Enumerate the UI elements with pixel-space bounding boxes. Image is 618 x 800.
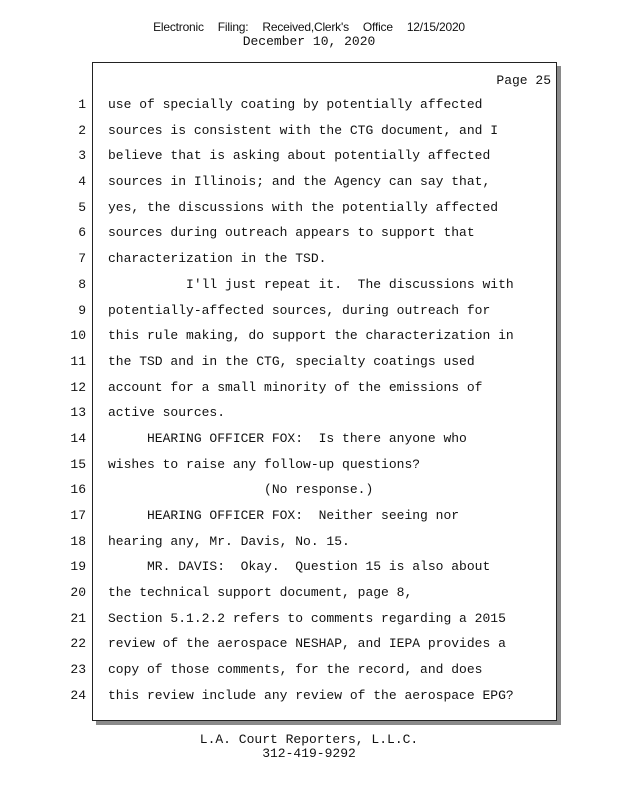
line-numbers	[60, 92, 86, 709]
transcript-line: the TSD and in the CTG, specialty coatings used	[108, 353, 475, 369]
footer	[0, 733, 618, 761]
line-number: 11	[70, 353, 86, 369]
line-number: 15	[70, 456, 86, 472]
transcript-line: HEARING OFFICER FOX: Neither seeing nor	[108, 508, 460, 523]
footer-phone: 312-419-9292	[262, 746, 356, 761]
transcript-line: wishes to raise any follow-up questions?	[108, 456, 421, 472]
line-number: 10	[70, 328, 86, 344]
transcript-line: the technical support document, page 8,	[108, 585, 413, 601]
transcript-lines	[108, 92, 553, 709]
filing-date: 12/15/2020	[406, 20, 465, 34]
filing-office: Office	[362, 20, 393, 34]
hearing-date: December 10, 2020	[242, 34, 376, 49]
line-number: 12	[70, 379, 86, 395]
filing-stamp	[0, 20, 618, 34]
line-number: 22	[70, 636, 86, 652]
line-number: 13	[70, 405, 86, 421]
line-number: 19	[70, 559, 86, 575]
transcript-line: sources in Illinois; and the Agency can say that,	[108, 174, 491, 190]
transcript-line: active sources.	[108, 405, 226, 421]
page-number: Page 25	[496, 73, 551, 88]
transcript-line: sources is consistent with the CTG document, and I	[108, 122, 499, 138]
line-number: 1	[78, 97, 86, 112]
transcript-line: believe that is asking about potentially affected	[108, 148, 491, 164]
line-number: 17	[70, 508, 86, 523]
transcript-line: characterization in the TSD.	[108, 251, 327, 267]
transcript-line: copy of those comments, for the record, and does	[108, 662, 483, 678]
footer-company: L.A. Court Reporters, L.L.C.	[199, 732, 419, 747]
line-number: 3	[78, 148, 86, 164]
transcript-line: account for a small minority of the emissions of	[108, 379, 483, 395]
line-number: 14	[70, 430, 86, 446]
transcript-line: this rule making, do support the characterization in	[108, 328, 514, 344]
transcript-line: review of the aerospace NESHAP, and IEPA provides a	[108, 636, 506, 652]
filing-electronic: Electronic	[153, 20, 204, 34]
filing-received: Received,Clerk's	[262, 20, 349, 34]
line-number: 20	[70, 585, 86, 601]
line-number: 9	[78, 302, 86, 318]
line-number: 5	[78, 199, 86, 215]
line-number: 6	[78, 225, 86, 241]
line-number: 24	[70, 687, 86, 703]
transcript-line: I'll just repeat it. The discussions with	[108, 276, 514, 292]
line-number: 16	[70, 482, 86, 498]
transcript-line: yes, the discussions with the potentially affected	[108, 199, 499, 215]
transcript-line: HEARING OFFICER FOX: Is there anyone who	[108, 430, 467, 446]
line-number: 7	[78, 251, 86, 267]
transcript-line: Section 5.1.2.2 refers to comments regarding a 2015	[108, 610, 506, 626]
transcript-line: use of specially coating by potentially affected	[108, 97, 483, 112]
filing-label: Filing:	[217, 20, 249, 34]
transcript-line: this review include any review of the aerospace EPG?	[108, 687, 514, 703]
line-number: 21	[70, 610, 86, 626]
transcript-line: (No response.)	[108, 482, 374, 498]
transcript-line: hearing any, Mr. Davis, No. 15.	[108, 533, 350, 549]
line-number: 2	[78, 122, 86, 138]
transcript-line: MR. DAVIS: Okay. Question 15 is also about	[108, 559, 491, 575]
line-number: 8	[78, 276, 86, 292]
line-number: 18	[70, 533, 86, 549]
line-number: 4	[78, 174, 86, 190]
transcript-line: potentially-affected sources, during outreach for	[108, 302, 491, 318]
transcript-line: sources during outreach appears to support that	[108, 225, 475, 241]
line-number: 23	[70, 662, 86, 678]
